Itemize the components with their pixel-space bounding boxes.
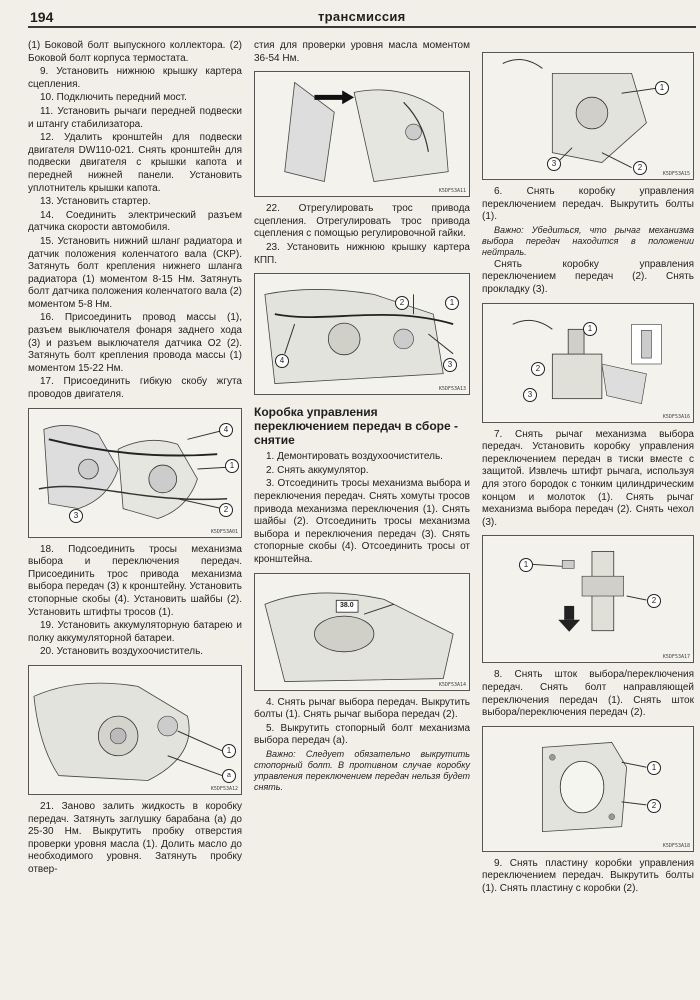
page-title: трансмиссия bbox=[318, 9, 406, 24]
figure-code: K5DF53A14 bbox=[438, 681, 466, 688]
callout-1: 1 bbox=[225, 459, 239, 473]
figure-cable-bracket bbox=[28, 408, 242, 538]
paragraph: 4. Снять рычаг выбора передач. Выкрутить болты (1). Снять рычаг выбора передач (2). bbox=[254, 696, 470, 721]
callout-4: 4 bbox=[275, 354, 289, 368]
selector-rod-diagram bbox=[483, 536, 693, 662]
callout-2: 2 bbox=[647, 594, 661, 608]
paragraph: 6. Снять коробку управления переключением передач. Выкрутить болты (1). bbox=[482, 186, 694, 223]
callout-1: 1 bbox=[519, 558, 533, 572]
page-header bbox=[0, 0, 700, 30]
figure-control-plate bbox=[482, 726, 694, 852]
clutch-cable-diagram bbox=[255, 72, 469, 196]
callout-1: 1 bbox=[655, 81, 669, 95]
figure-code: K5DF53A18 bbox=[662, 842, 690, 849]
column-3 bbox=[482, 40, 694, 896]
paragraph: стия для проверки уровня масла моментом 36-54 Нм. bbox=[254, 40, 470, 64]
paragraph: 14. Соединить электрический разъем датчика скорости автомобиля. bbox=[28, 209, 242, 234]
callout-2: 2 bbox=[647, 799, 661, 813]
figure-label: 38.0 bbox=[340, 601, 354, 609]
figure-selector-rod bbox=[482, 535, 694, 663]
paragraph: 10. Подключить передний мост. bbox=[40, 92, 187, 104]
callout-1: 1 bbox=[583, 322, 597, 336]
callout-a: a bbox=[222, 769, 236, 783]
paragraph: 11. Установить рычаги передней подвески и штангу стабилизатора. bbox=[28, 105, 242, 130]
paragraph: 16. Присоединить провод массы (1), разъем выключателя фонаря заднего хода (3) и разъем выключателя датчика О2 (2). Затянуть болт крепления провода массы (1) моментом 15-22 Нм. bbox=[28, 312, 242, 374]
paragraph: 18. Подсоединить тросы механизма выбора и переключения передач. Присоединить трос привода механизма выбора передач (3) к кронштейну. Установить стопорные скобы (4). Установить шайбы (2). Установить штифты тросов (1). bbox=[28, 543, 242, 618]
figure-code: K5DF53A17 bbox=[662, 654, 690, 661]
paragraph: 12. Удалить кронштейн для подвески двигателя DW110-021. Снять кронштейн для подвески двигателя с крышки капота и передней нижней панели. Установить уплотнитель крышки капота. bbox=[28, 132, 242, 194]
header-rule bbox=[28, 26, 696, 28]
callout-3: 3 bbox=[523, 388, 537, 402]
column-1 bbox=[28, 40, 242, 878]
selector-lever-diagram bbox=[255, 574, 469, 690]
paragraph: 21. Заново залить жидкость в коробку передач. Затянуть заглушку барабана (а) до 25-30 Нм. Выкрутить пробку отверстия проверки уровня масла (1). Долить масло до необходимого уровня. Затянуть пробку отвер- bbox=[28, 800, 242, 875]
paragraph: 23. Установить нижнюю крышку картера КПП. bbox=[254, 241, 470, 266]
callout-2: 2 bbox=[531, 362, 545, 376]
note: Важно: Убедиться, что рычаг механизма выбора передач находится в положении нейтраль. bbox=[482, 224, 694, 257]
figure-gear-cables bbox=[254, 273, 470, 395]
figure-selector-pin bbox=[482, 303, 694, 423]
figure-code: K5DF53A13 bbox=[438, 386, 466, 393]
paragraph: 1. Демонтировать воздухоочиститель. bbox=[266, 451, 443, 463]
paragraph: 19. Установить аккумуляторную батарею и полку аккумуляторной батареи. bbox=[28, 620, 242, 644]
transmission-diagram bbox=[29, 666, 241, 794]
paragraph: 15. Установить нижний шланг радиатора и датчик положения коленчатого вала (СКР). Затянуть болт крепления нижнего шланга радиатора (1) моментом 8-15 Нм. Затянуть болт датчика положения коленчатого вала (2) моментом 5-8 Нм. bbox=[28, 235, 242, 310]
paragraph: 9. Установить нижнюю крышку картера сцепления. bbox=[28, 66, 242, 90]
figure-clutch-cable bbox=[254, 71, 470, 197]
note: Важно: Следует обязательно выкрутить стопорный болт. В противном случае коробку управления переключением передач нельзя будет снять. bbox=[254, 748, 470, 792]
callout-2: 2 bbox=[395, 296, 409, 310]
engine-diagram bbox=[29, 409, 241, 537]
control-box-diagram bbox=[483, 53, 693, 179]
section-title: Коробка управления переключением передач в сборе - снятие bbox=[254, 405, 459, 448]
figure-code: K5DF53A01 bbox=[210, 528, 238, 535]
callout-1: 1 bbox=[445, 296, 459, 310]
page-number: 194 bbox=[30, 9, 54, 25]
figure-code: K5DF53A12 bbox=[210, 785, 238, 792]
control-plate-diagram bbox=[483, 727, 693, 851]
paragraph: 7. Снять рычаг механизма выбора передач. Установить коробку управления переключением передач в тиски вместе с защитой. Извлечь штифт рычага, используя для этого бородок с тонким цилиндрическим концом и молоток (1). Снять рычаг механизма выбора передач (2). Снять чехол (3). bbox=[482, 428, 694, 528]
callout-1: 1 bbox=[647, 761, 661, 775]
paragraph: Снять коробку управления переключением передач (2). Снять прокладку (3). bbox=[482, 258, 694, 295]
figure-code: K5DF53A15 bbox=[662, 171, 690, 177]
paragraph: 5. Выкрутить стопорный болт механизма выбора передач (а). bbox=[254, 722, 470, 747]
callout-2: 2 bbox=[219, 503, 233, 517]
gear-cables-diagram bbox=[255, 274, 469, 394]
figure-selector-lever bbox=[254, 573, 470, 691]
column-2 bbox=[254, 40, 470, 794]
paragraph: 9. Снять пластину коробки управления переключением передач. Выкрутить болты (1). Снять пластину с коробки (2). bbox=[482, 857, 694, 894]
callout-3: 3 bbox=[69, 509, 83, 523]
callout-1: 1 bbox=[222, 744, 236, 758]
paragraph: 20. Установить воздухоочиститель. bbox=[40, 646, 204, 658]
paragraph: 8. Снять шток выбора/переключения передач. Снять болт направляющей переключения передач (1). Снять шток выбора/переключения передач (2). bbox=[482, 669, 694, 719]
figure-code: K5DF53A16 bbox=[662, 413, 690, 420]
paragraph: 3. Отсоединить тросы механизма выбора и переключения передач. Снять хомуты тросов привода механизма переключения (1). Снять шайбы (2). Отсоединить тросы механизма выбора и переключения передач (3). Снять стопорные скобы (4). Отсоединить тросы от кронштейна. bbox=[254, 478, 470, 565]
paragraph: 22. Отрегулировать трос привода сцепления. Отрегулировать трос привода сцепления с помощью регулировочной гайки. bbox=[254, 203, 470, 240]
callout-3: 3 bbox=[547, 157, 561, 171]
figure-control-box bbox=[482, 52, 694, 180]
paragraph: 2. Снять аккумулятор. bbox=[266, 464, 369, 476]
paragraph: (1) Боковой болт выпускного коллектора. (2) Боковой болт корпуса термостата. bbox=[28, 40, 242, 64]
callout-4: 4 bbox=[219, 423, 233, 437]
paragraph: 17. Присоединить гибкую скобу жгута проводов двигателя. bbox=[28, 376, 242, 401]
figure-oil-level bbox=[28, 665, 242, 795]
figure-code: K5DF53A11 bbox=[438, 188, 466, 195]
paragraph: 13. Установить стартер. bbox=[40, 196, 151, 208]
callout-2: 2 bbox=[633, 161, 647, 175]
callout-3: 3 bbox=[443, 358, 457, 372]
